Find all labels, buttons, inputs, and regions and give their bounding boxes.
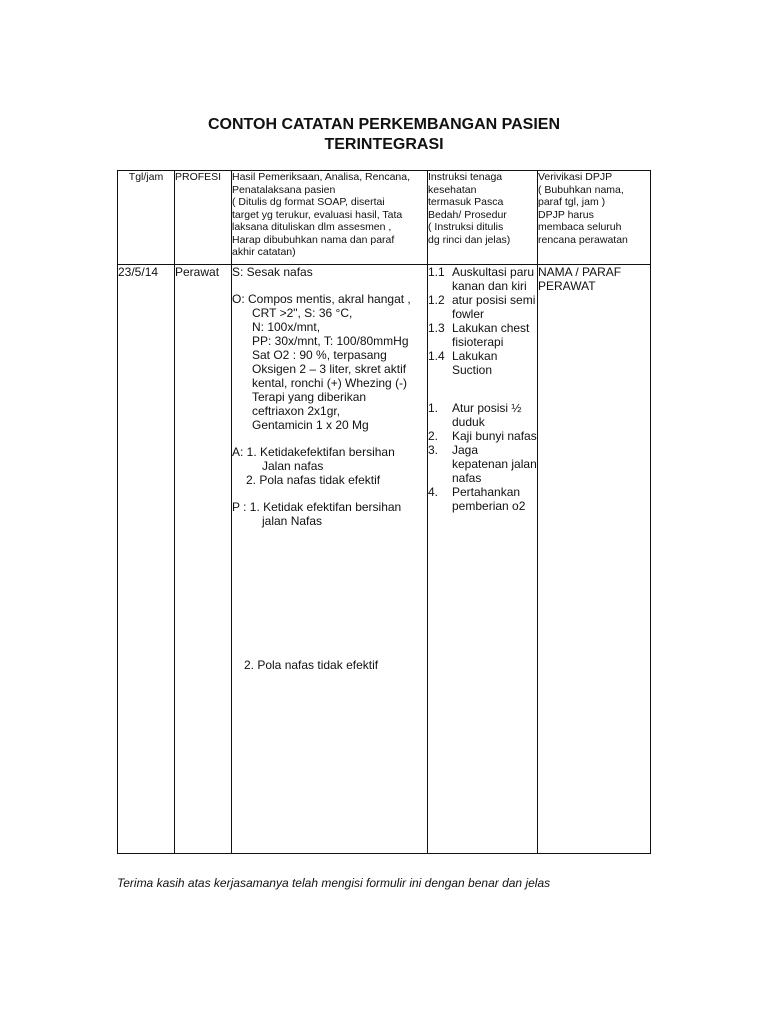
table-row: [118, 265, 651, 854]
footer-note: Terima kasih atas kerjasamanya telah mengisi formulir ini dengan benar dan jelas: [117, 876, 551, 890]
cell-verifikasi: NAMA / PARAF PERAWAT: [538, 265, 651, 854]
soap-plan: P : 1. Ketidak efektifan bersihan jalan Nafas 2. Pola nafas tidak efektif: [232, 500, 402, 672]
list-item: Jaga kepatenan jalan nafas: [452, 443, 537, 485]
instruction-list-2: 1. Atur posisi ½ duduk 2. Kaji bunyi nafas 3. Jaga kepatenan jalan nafas 4. Pertahankan pemberian o2: [428, 401, 537, 513]
instruction-list-1: 1.1 Auskultasi paru kanan dan kiri 1.2 atur posisi semi fowler 1.3 Lakukan chest fisioterapi 1.4 Lakukan Suction: [428, 265, 536, 377]
list-item: Kaji bunyi nafas: [452, 429, 537, 443]
soap-assessment: A: 1. Ketidakefektifan bersihan Jalan nafas 2. Pola nafas tidak efektif: [232, 445, 395, 487]
document-title: [0, 115, 768, 155]
header-hasil-pemeriksaan: Hasil Pemeriksaan, Analisa, Rencana, Penatalaksana pasien ( Ditulis dg format SOAP, disertai target yg terukur, evaluasi hasil, Tata laksana dituliskan dlm assesmen , Harap dibubuhkan nama dan paraf akhir catatan): [232, 171, 428, 265]
cell-date: 23/5/14: [118, 265, 175, 854]
header-tgl-jam: Tgl/jam: [118, 171, 175, 265]
header-profesi: PROFESI: [175, 171, 232, 265]
cell-profesi: Perawat: [175, 265, 232, 854]
list-item: Lakukan chest fisioterapi: [452, 321, 530, 349]
list-item: atur posisi semi fowler: [452, 293, 536, 321]
soap-subjective: S: Sesak nafas: [232, 265, 313, 279]
list-item: Auskultasi paru kanan dan kiri: [452, 265, 535, 293]
header-verifikasi-dpjp: Verivikasi DPJP ( Bubuhkan nama, paraf tgl, jam ) DPJP harus membaca seluruh rencana perawatan: [538, 171, 651, 265]
title-line-1: CONTOH CATATAN PERKEMBANGAN PASIEN: [208, 116, 560, 133]
table-header-row: [118, 171, 651, 265]
header-instruksi: Instruksi tenaga kesehatan termasuk Pasca Bedah/ Prosedur ( Instruksi ditulis dg rinci dan jelas): [428, 171, 538, 265]
cell-instruksi: [428, 265, 538, 854]
list-item: Atur posisi ½ duduk: [452, 401, 522, 429]
progress-notes-table: [117, 170, 651, 854]
soap-objective: O: Compos mentis, akral hangat , CRT >2", S: 36 °C, N: 100x/mnt, PP: 30x/mnt, T: 100/80mmHg Sat O2 : 90 %, terpasang Oksigen 2 – 3 liter, skret aktif kental, ronchi (+) Whezing (-) Terapi yang diberikan ceftriaxon 2x1gr, Gentamicin 1 x 20 Mg: [232, 292, 411, 432]
list-item: Lakukan Suction: [452, 349, 498, 377]
list-item: Pertahankan pemberian o2: [452, 485, 526, 513]
cell-soap: [232, 265, 428, 854]
title-line-2: TERINTEGRASI: [324, 136, 444, 153]
